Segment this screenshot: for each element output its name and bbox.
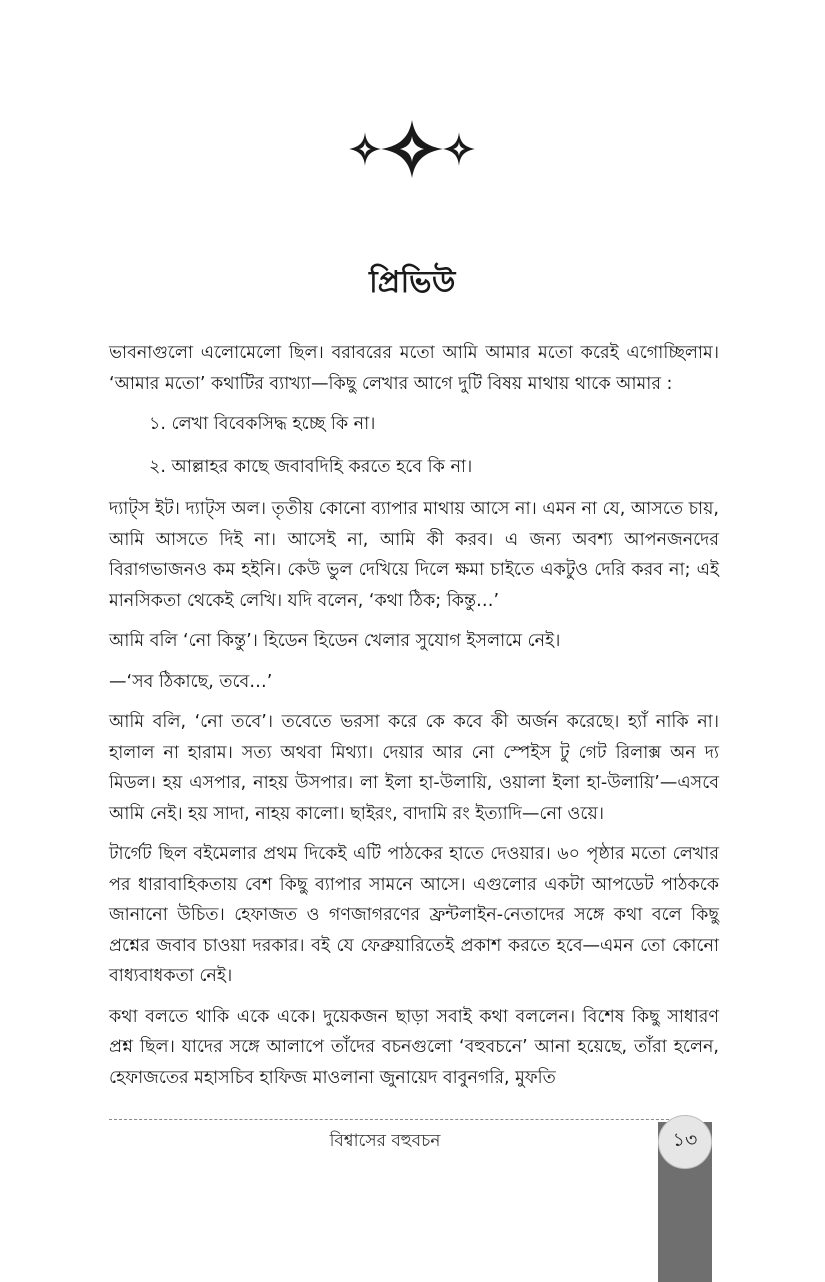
paragraph-3: আমি বলি ‘নো কিন্তু’। হিডেন হিডেন খেলার সুযোগ ইসলামে নেই। [109,631,561,651]
paragraph-5: আমি বলি, ‘নো তবে’। তবেতে ভরসা করে কে কবে কী অর্জন করেছে। হ্যাঁ নাকি না। হালাল না হারাম। সত্য অথবা মিথ্যা। দেয়ার আর নো স্পেইস টু গেট রিলাক্স অন দ্য মিডল। হয় এসপার, নাহয় উসপার। লা ইলা হা-উলায়ি, ওয়ালা ইলা হা-উলায়ি’—এসবে আমি নেই। হয় সাদা, নাহয় কালো। ছাইরং, বাদামি রং ইত্যাদি—নো ওয়ে। [109,712,719,824]
paragraph-2: দ্যাট্স ইট। দ্যাট্স অল। তৃতীয় কোনো ব্যাপার মাথায় আসে না। এমন না যে, আসতে চায়, আমি আসতে দিই না। আসেই না, আমি কী করব। এ জন্য অবশ্য আপনজনদের বিরাগভাজনও কম হইনি। কেউ ভুল দেখিয়ে দিলে ক্ষমা চাইতে একটুও দেরি করব না; এই মানসিকতা থেকেই লেখি। যদি বলেন, ‘কথা ঠিক; কিন্তু…’ [109,499,719,611]
footer-book-title: বিশ্বাসের বহুবচন [329,1131,441,1151]
page-number: ১৩ [658,1115,712,1169]
paragraph-1: ভাবনাগুলো এলোমেলো ছিল। বরাবরের মতো আমি আমার মতো করেই এগোচ্ছিলাম। ‘আমার মতো’ কথাটির ব্যাখ্যা—কিছু লেখার আগে দুটি বিষয় মাথায় থাকে আমার : [109,343,719,394]
chapter-title: প্রিভিউ [369,265,456,300]
diamond-star-ornament-icon [347,118,477,180]
list-item-1: ১. লেখা বিবেকসিদ্ধ হচ্ছে কি না। [149,414,376,434]
footer-divider [109,1119,684,1120]
paragraph-4: —‘সব ঠিকাছে, তবে…’ [109,671,273,692]
chapter-body [109,338,719,1103]
paragraph-7: কথা বলতে থাকি একে একে। দুয়েকজন ছাড়া সবাই কথা বললেন। বিশেষ কিছু সাধারণ প্রশ্ন ছিল। যাদের সঙ্গে আলাপে তাঁদের বচনগুলো ‘বহুবচনে’ আনা হয়েছে, তাঁরা হলেন, হেফাজতের মহাসচিব হাফিজ মাওলানা জুনায়েদ বাবুনগরি, মুফতি [109,1006,719,1088]
list-item-2: ২. আল্লাহর কাছে জবাবদিহি করতে হবে কি না। [149,456,473,477]
paragraph-6: টার্গেট ছিল বইমেলার প্রথম দিকেই এটি পাঠকের হাতে দেওয়ার। ৬০ পৃষ্ঠার মতো লেখার পর ধারাবাহিকতায় বেশ কিছু ব্যাপার সামনে আসে। এগুলোর একটা আপডেট পাঠককে জানানো উচিত। হেফাজত ও গণজাগরণের ফ্রন্টলাইন-নেতাদের সঙ্গে কথা বলে কিছু প্রশ্নের জবাব চাওয়া দরকার। বই যে ফেব্রুয়ারিতেই প্রকাশ করতে হবে—এমন তো কোনো বাধ্যবাধকতা নেই। [109,844,719,986]
